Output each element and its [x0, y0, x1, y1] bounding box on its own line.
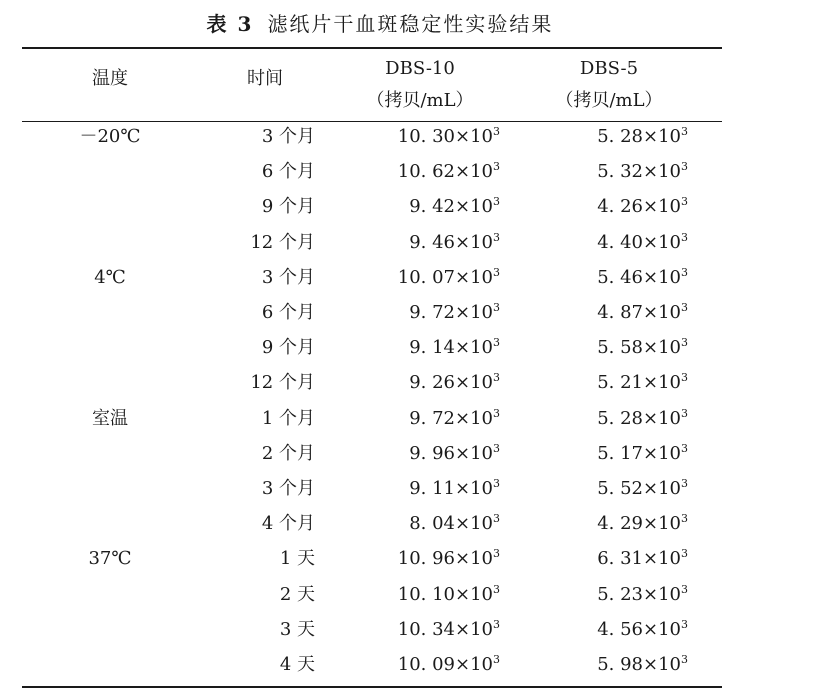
dbs10-value-cell: 9. $96\times 10^3$ [409, 442, 500, 464]
table-caption [0, 8, 760, 37]
time-cell: 6 个月 [261, 161, 315, 182]
time-cell: 3 天 [279, 619, 315, 640]
time-cell: 9 个月 [261, 337, 315, 358]
temperature-cell: 37℃ [88, 548, 132, 569]
header-time: 时间 [247, 68, 283, 89]
dbs10-value-cell: 10. $96\times 10^3$ [397, 547, 500, 569]
dbs10-value-cell: 10. $62\times 10^3$ [397, 160, 500, 182]
time-cell: 4 个月 [261, 513, 315, 534]
dbs5-value-cell: 4. $26\times 10^3$ [597, 195, 688, 217]
time-cell: 3 个月 [261, 478, 315, 499]
dbs5-value-cell: 4. $87\times 10^3$ [597, 301, 688, 323]
dbs5-value-cell: 5. $52\times 10^3$ [597, 477, 688, 499]
dbs10-value-cell: 10. $34\times 10^3$ [397, 618, 500, 640]
dbs5-value-cell: 5. $23\times 10^3$ [597, 583, 688, 605]
table-title: 滤纸片干血斑稳定性实验结果 [267, 12, 554, 36]
header-dbs10: DBS-10 [385, 58, 455, 79]
dbs10-value-cell: 8. $04\times 10^3$ [409, 512, 500, 534]
top-rule [22, 47, 722, 49]
dbs10-value-cell: 9. $46\times 10^3$ [409, 231, 500, 253]
time-cell: 3 个月 [261, 126, 315, 147]
dbs5-value-cell: 5. $32\times 10^3$ [597, 160, 688, 182]
time-cell: 12 个月 [250, 372, 315, 393]
dbs10-value-cell: 9. $42\times 10^3$ [409, 195, 500, 217]
temperature-cell: 室温 [92, 408, 128, 429]
dbs10-value-cell: 9. $11\times 10^3$ [409, 477, 500, 499]
dbs10-value-cell: 9. $72\times 10^3$ [409, 301, 500, 323]
dbs10-value-cell: 9. $26\times 10^3$ [409, 371, 500, 393]
time-cell: 2 天 [279, 584, 315, 605]
table-number: 表 3 [206, 12, 254, 36]
dbs5-value-cell: 4. $56\times 10^3$ [597, 618, 688, 640]
dbs5-value-cell: 5. $58\times 10^3$ [597, 336, 688, 358]
time-cell: 6 个月 [261, 302, 315, 323]
temperature-cell: －20℃ [79, 126, 141, 147]
time-cell: 3 个月 [261, 267, 315, 288]
dbs5-value-cell: 5. $46\times 10^3$ [597, 266, 688, 288]
dbs5-value-cell: 4. $29\times 10^3$ [597, 512, 688, 534]
header-rule [22, 121, 722, 122]
dbs5-value-cell: 5. $98\times 10^3$ [597, 653, 688, 675]
temperature-cell: 4℃ [94, 267, 126, 288]
time-cell: 2 个月 [261, 443, 315, 464]
header-dbs5-unit: （拷贝/mL） [555, 90, 663, 111]
dbs10-value-cell: 10. $09\times 10^3$ [397, 653, 500, 675]
header-dbs5: DBS-5 [579, 58, 639, 79]
time-cell: 4 天 [279, 654, 315, 675]
dbs10-value-cell: 10. $10\times 10^3$ [397, 583, 500, 605]
dbs10-value-cell: 10. $07\times 10^3$ [397, 266, 500, 288]
header-temperature: 温度 [92, 68, 128, 89]
dbs5-value-cell: 5. $28\times 10^3$ [597, 125, 688, 147]
time-cell: 1 天 [279, 548, 315, 569]
dbs10-value-cell: 9. $14\times 10^3$ [409, 336, 500, 358]
time-cell: 9 个月 [261, 196, 315, 217]
dbs10-value-cell: 9. $72\times 10^3$ [409, 407, 500, 429]
dbs10-value-cell: 10. $30\times 10^3$ [397, 125, 500, 147]
header-dbs10-unit: （拷贝/mL） [366, 90, 474, 111]
dbs5-value-cell: 6. $31\times 10^3$ [597, 547, 688, 569]
dbs5-value-cell: 5. $21\times 10^3$ [597, 371, 688, 393]
bottom-rule [22, 686, 722, 688]
dbs5-value-cell: 4. $40\times 10^3$ [597, 231, 688, 253]
dbs5-value-cell: 5. $17\times 10^3$ [597, 442, 688, 464]
time-cell: 12 个月 [250, 232, 315, 253]
time-cell: 1 个月 [261, 408, 315, 429]
dbs5-value-cell: 5. $28\times 10^3$ [597, 407, 688, 429]
